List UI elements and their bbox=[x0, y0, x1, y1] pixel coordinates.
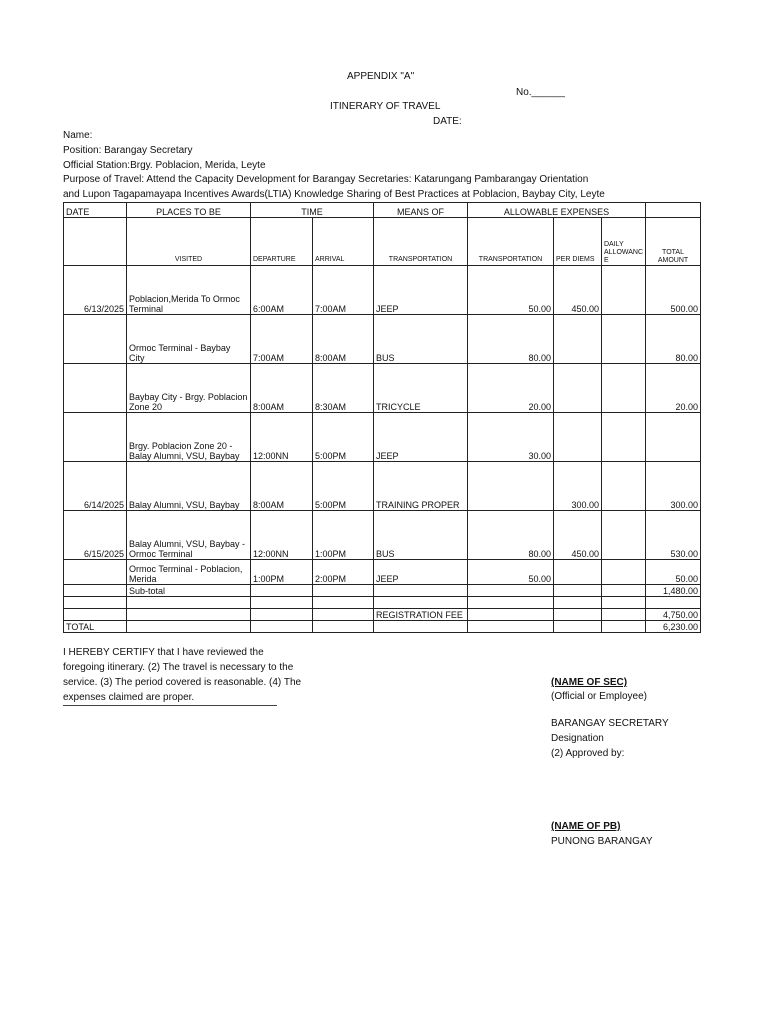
punong-barangay-name: (NAME OF PB) bbox=[551, 821, 621, 832]
header-means: MEANS OF bbox=[374, 203, 468, 218]
row-total bbox=[646, 413, 701, 462]
official-station-line: Official Station:Brgy. Poblacion, Merida, Leyte bbox=[63, 160, 266, 171]
row-departure: 8:00AM bbox=[251, 462, 313, 511]
row-departure: 12:00NN bbox=[251, 511, 313, 560]
row-daily-allowance bbox=[602, 413, 646, 462]
row-transportation: 80.00 bbox=[468, 315, 554, 364]
total-label: TOTAL bbox=[64, 621, 127, 633]
row-departure: 1:00PM bbox=[251, 560, 313, 585]
row-date: 6/15/2025 bbox=[64, 511, 127, 560]
secretary-name: (NAME OF SEC) bbox=[551, 677, 628, 688]
row-arrival: 7:00AM bbox=[313, 266, 374, 315]
row-date bbox=[64, 560, 127, 585]
row-per-diem: 450.00 bbox=[554, 266, 602, 315]
row-daily-allowance bbox=[602, 266, 646, 315]
certify-line-1: I HEREBY CERTIFY that I have reviewed the bbox=[63, 647, 264, 658]
subheader-departure: DEPARTURE bbox=[251, 218, 313, 266]
subtotal-label: Sub-total bbox=[127, 585, 251, 597]
row-departure: 6:00AM bbox=[251, 266, 313, 315]
row-departure: 12:00NN bbox=[251, 413, 313, 462]
row-place: Poblacion,Merida To Ormoc Terminal bbox=[127, 266, 251, 315]
row-place: Brgy. Poblacion Zone 20 - Balay Alumni, VSU, Baybay bbox=[127, 413, 251, 462]
row-transportation bbox=[468, 462, 554, 511]
row-place: Balay Alumni, VSU, Baybay bbox=[127, 462, 251, 511]
row-per-diem bbox=[554, 364, 602, 413]
row-daily-allowance bbox=[602, 511, 646, 560]
row-means: TRICYCLE bbox=[374, 364, 468, 413]
subheader-arrival: ARRIVAL bbox=[313, 218, 374, 266]
subheader-per-diems: PER DIEMS bbox=[554, 218, 602, 266]
purpose-line-1: Purpose of Travel: Attend the Capacity Development for Barangay Secretaries: Katarungang Pambarangay Orientation bbox=[63, 174, 589, 185]
table-row bbox=[64, 413, 701, 462]
row-arrival: 5:00PM bbox=[313, 413, 374, 462]
registration-label: REGISTRATION FEE bbox=[374, 609, 468, 621]
subtotal-value: 1,480.00 bbox=[646, 585, 701, 597]
row-transportation: 20.00 bbox=[468, 364, 554, 413]
certify-line-3: service. (3) The period covered is reasonable. (4) The bbox=[63, 677, 302, 688]
itinerary-table bbox=[63, 202, 701, 633]
certify-divider bbox=[63, 705, 277, 706]
subheader-daily-allowance: DAILY ALLOWANC E bbox=[602, 218, 646, 266]
table-row bbox=[64, 560, 701, 585]
table-row bbox=[64, 511, 701, 560]
subheader-transportation: TRANSPORTATION bbox=[374, 218, 468, 266]
row-arrival: 1:00PM bbox=[313, 511, 374, 560]
blank-row bbox=[64, 597, 701, 609]
header-allowable-expenses: ALLOWABLE EXPENSES bbox=[468, 203, 646, 218]
position-line: Position: Barangay Secretary bbox=[63, 145, 193, 156]
row-transportation: 30.00 bbox=[468, 413, 554, 462]
header-date: DATE bbox=[64, 203, 127, 218]
row-arrival: 2:00PM bbox=[313, 560, 374, 585]
row-transportation: 50.00 bbox=[468, 560, 554, 585]
secretary-role: (Official or Employee) bbox=[551, 691, 647, 702]
header-places: PLACES TO BE bbox=[127, 203, 251, 218]
table-row bbox=[64, 266, 701, 315]
approved-by-label: (2) Approved by: bbox=[551, 748, 625, 759]
row-total: 530.00 bbox=[646, 511, 701, 560]
registration-row bbox=[64, 609, 701, 621]
row-means: BUS bbox=[374, 511, 468, 560]
row-place: Ormoc Terminal - Baybay City bbox=[127, 315, 251, 364]
name-line: Name: bbox=[63, 130, 93, 141]
row-arrival: 5:00PM bbox=[313, 462, 374, 511]
date-label: DATE: bbox=[433, 116, 462, 127]
certify-line-4: expenses claimed are proper. bbox=[63, 692, 195, 703]
table-subheader-row bbox=[64, 218, 701, 266]
row-total: 80.00 bbox=[646, 315, 701, 364]
row-per-diem: 300.00 bbox=[554, 462, 602, 511]
row-date: 6/14/2025 bbox=[64, 462, 127, 511]
punong-barangay-role: PUNONG BARANGAY bbox=[551, 836, 653, 847]
row-daily-allowance bbox=[602, 560, 646, 585]
subheader-transportation-expense: TRANSPORTATION bbox=[468, 218, 554, 266]
row-total: 50.00 bbox=[646, 560, 701, 585]
subheader-visited: VISITED bbox=[127, 218, 251, 266]
row-per-diem bbox=[554, 315, 602, 364]
table-row bbox=[64, 364, 701, 413]
row-arrival: 8:00AM bbox=[313, 315, 374, 364]
designation-value: BARANGAY SECRETARY bbox=[551, 718, 669, 729]
row-means: TRAINING PROPER bbox=[374, 462, 468, 511]
appendix-label: APPENDIX "A" bbox=[347, 71, 415, 82]
certify-line-2: foregoing itinerary. (2) The travel is necessary to the bbox=[63, 662, 294, 673]
row-departure: 7:00AM bbox=[251, 315, 313, 364]
table-row bbox=[64, 315, 701, 364]
purpose-line-2: and Lupon Tagapamayapa Incentives Awards(LTIA) Knowledge Sharing of Best Practices at Poblacion, Baybay City, Leyte bbox=[63, 189, 605, 200]
row-place: Baybay City - Brgy. Poblacion Zone 20 bbox=[127, 364, 251, 413]
row-daily-allowance bbox=[602, 315, 646, 364]
row-per-diem bbox=[554, 560, 602, 585]
row-place: Balay Alumni, VSU, Baybay - Ormoc Terminal bbox=[127, 511, 251, 560]
row-daily-allowance bbox=[602, 364, 646, 413]
row-total: 300.00 bbox=[646, 462, 701, 511]
row-date bbox=[64, 364, 127, 413]
registration-value: 4,750.00 bbox=[646, 609, 701, 621]
header-time: TIME bbox=[251, 203, 374, 218]
row-place: Ormoc Terminal - Poblacion, Merida bbox=[127, 560, 251, 585]
designation-label: Designation bbox=[551, 733, 604, 744]
row-transportation: 80.00 bbox=[468, 511, 554, 560]
table-row bbox=[64, 462, 701, 511]
row-means: BUS bbox=[374, 315, 468, 364]
row-means: JEEP bbox=[374, 560, 468, 585]
number-label: No.______ bbox=[516, 87, 565, 98]
row-departure: 8:00AM bbox=[251, 364, 313, 413]
table-header-row bbox=[64, 203, 701, 218]
row-per-diem: 450.00 bbox=[554, 511, 602, 560]
total-value: 6,230.00 bbox=[646, 621, 701, 633]
row-transportation: 50.00 bbox=[468, 266, 554, 315]
subtotal-row bbox=[64, 585, 701, 597]
row-per-diem bbox=[554, 413, 602, 462]
row-means: JEEP bbox=[374, 413, 468, 462]
row-total: 20.00 bbox=[646, 364, 701, 413]
row-date: 6/13/2025 bbox=[64, 266, 127, 315]
row-date bbox=[64, 413, 127, 462]
row-arrival: 8:30AM bbox=[313, 364, 374, 413]
row-daily-allowance bbox=[602, 462, 646, 511]
subheader-total-amount: TOTAL AMOUNT bbox=[646, 218, 701, 266]
row-means: JEEP bbox=[374, 266, 468, 315]
row-total: 500.00 bbox=[646, 266, 701, 315]
total-row bbox=[64, 621, 701, 633]
document-title: ITINERARY OF TRAVEL bbox=[330, 101, 441, 112]
row-date bbox=[64, 315, 127, 364]
